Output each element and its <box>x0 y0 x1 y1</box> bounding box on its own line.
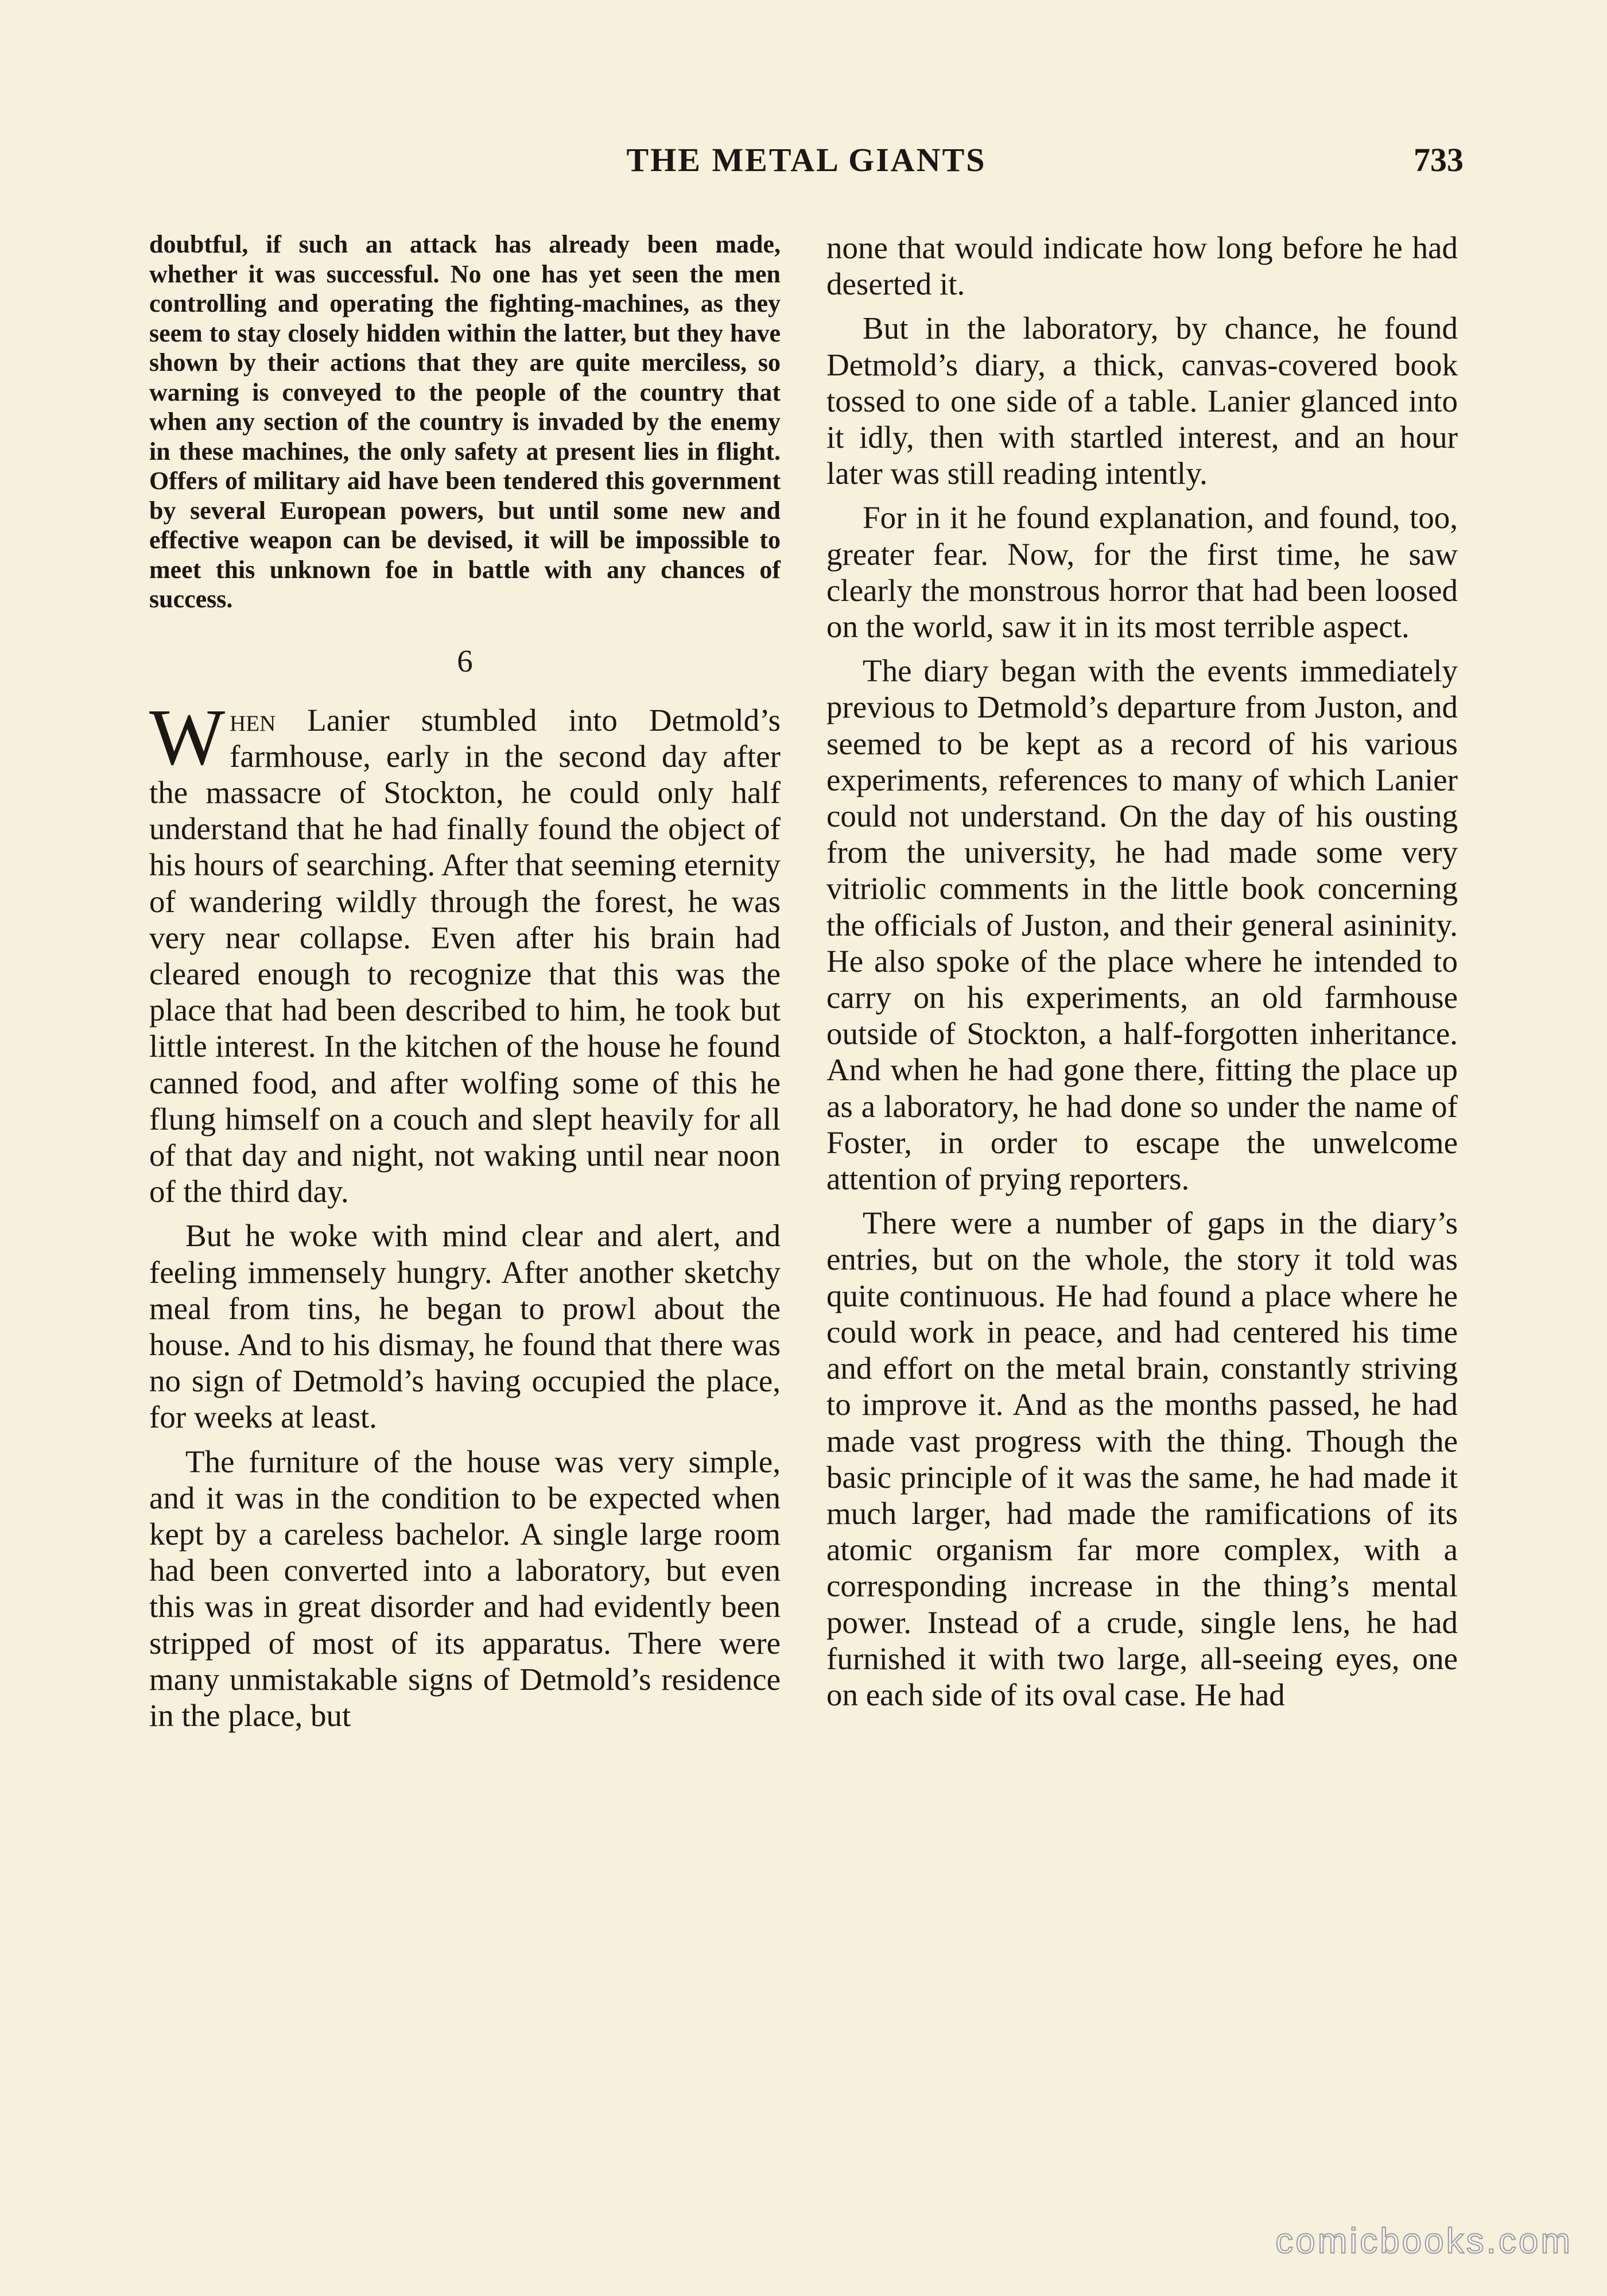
section-number: 6 <box>457 643 473 678</box>
intro-paragraph: doubtful, if such an attack has already been made, whether it was successful. No one has yet seen the men controlling and operating the fighting-machines, as they seem to stay closely hidden within the latter, but they have shown by their actions that they are quite merciless, so warning is conveyed to the people of the country that when any section of the country is invaded by the enemy in these machines, the only safety at present lies in flight. Offers of military aid have been tendered this government by several European powers, but until some new and effective weapon can be devised, it will be impossible to meet this unknown foe in battle with any chances of success. <box>149 230 781 613</box>
opening-text: Lanier stumbled into Detmold’s farmhouse, early in the second day after the massacre of Stockton, he could only half understand that he had finally found the object of his hours of searching. After that seeming eternity of wandering wildly through the forest, he was very near collapse. Even after his brain had cleared enough to recognize that this was the place that had been described to him, he took but little interest. In the kitchen of the house he found canned food, and after wolfing some of this he flung himself on a couch and slept heavily for all of that day and night, not waking until near noon of the third day. <box>149 702 781 1209</box>
running-header <box>149 141 1464 192</box>
drop-cap: W <box>149 692 226 782</box>
body-paragraph: The furniture of the house was very simple, and it was in the condition to be expected when kept by a careless bachelor. A single large room had been converted into a laboratory, but even this was in great disorder and had evidently been stripped of most of its apparatus. There were many unmistakable signs of Detmold’s residence in the place, but <box>149 1444 781 1733</box>
page-title: THE METAL GIANTS <box>626 141 987 179</box>
left-column <box>149 230 781 1733</box>
right-column <box>826 230 1458 1713</box>
body-paragraph: For in it he found explanation, and found, too, greater fear. Now, for the first time, he saw clearly the monstrous horror that had been loosed on the world, saw it in its most terrible aspect. <box>826 500 1458 645</box>
opening-smallcaps: hen <box>230 702 276 738</box>
body-paragraph: But he woke with mind clear and alert, and feeling immensely hungry. After another sketchy meal from tins, he began to prowl about the house. And to his dismay, he found that there was no sign of Detmold’s having occupied the place, for weeks at least. <box>149 1218 781 1435</box>
body-paragraph: There were a number of gaps in the diary’s entries, but on the whole, the story it told was quite continuous. He had found a place where he could work in peace, and had centered his time and effort on the metal brain, constantly striving to improve it. And as the months passed, he had made vast progress with the thing. Though the basic principle of it was the same, he had made it much larger, had made the ramifications of its atomic organism far more complex, with a corresponding increase in the thing’s mental power. Instead of a crude, single lens, he had furnished it with two large, all-seeing eyes, one on each side of its oval case. He had <box>826 1205 1458 1712</box>
page-number: 733 <box>1414 141 1464 179</box>
body-paragraph: The diary began with the events immediately previous to Detmold’s departure from Juston, and seemed to be kept as a record of his various experiments, references to many of which Lanier could not understand. On the day of his ousting from the university, he had made some very vitriolic comments in the little book concerning the officials of Juston, and their general asininity. He also spoke of the place where he intended to carry on his experiments, an old farmhouse outside of Stockton, a half-forgotten inheritance. And when he had gone there, fitting the place up as a laboratory, he had done so under the name of Foster, in order to escape the unwelcome attention of prying reporters. <box>826 653 1458 1197</box>
body-paragraph: none that would indicate how long before he had deserted it. <box>826 230 1458 302</box>
watermark-logo: comicbooks.com <box>1275 2221 1573 2261</box>
opening-paragraph <box>149 692 781 1210</box>
body-paragraph: But in the laboratory, by chance, he found Detmold’s diary, a thick, canvas-covered book tossed to one side of a table. Lanier glanced into it idly, then with startled interest, and an hour later was still reading intently. <box>826 311 1458 491</box>
